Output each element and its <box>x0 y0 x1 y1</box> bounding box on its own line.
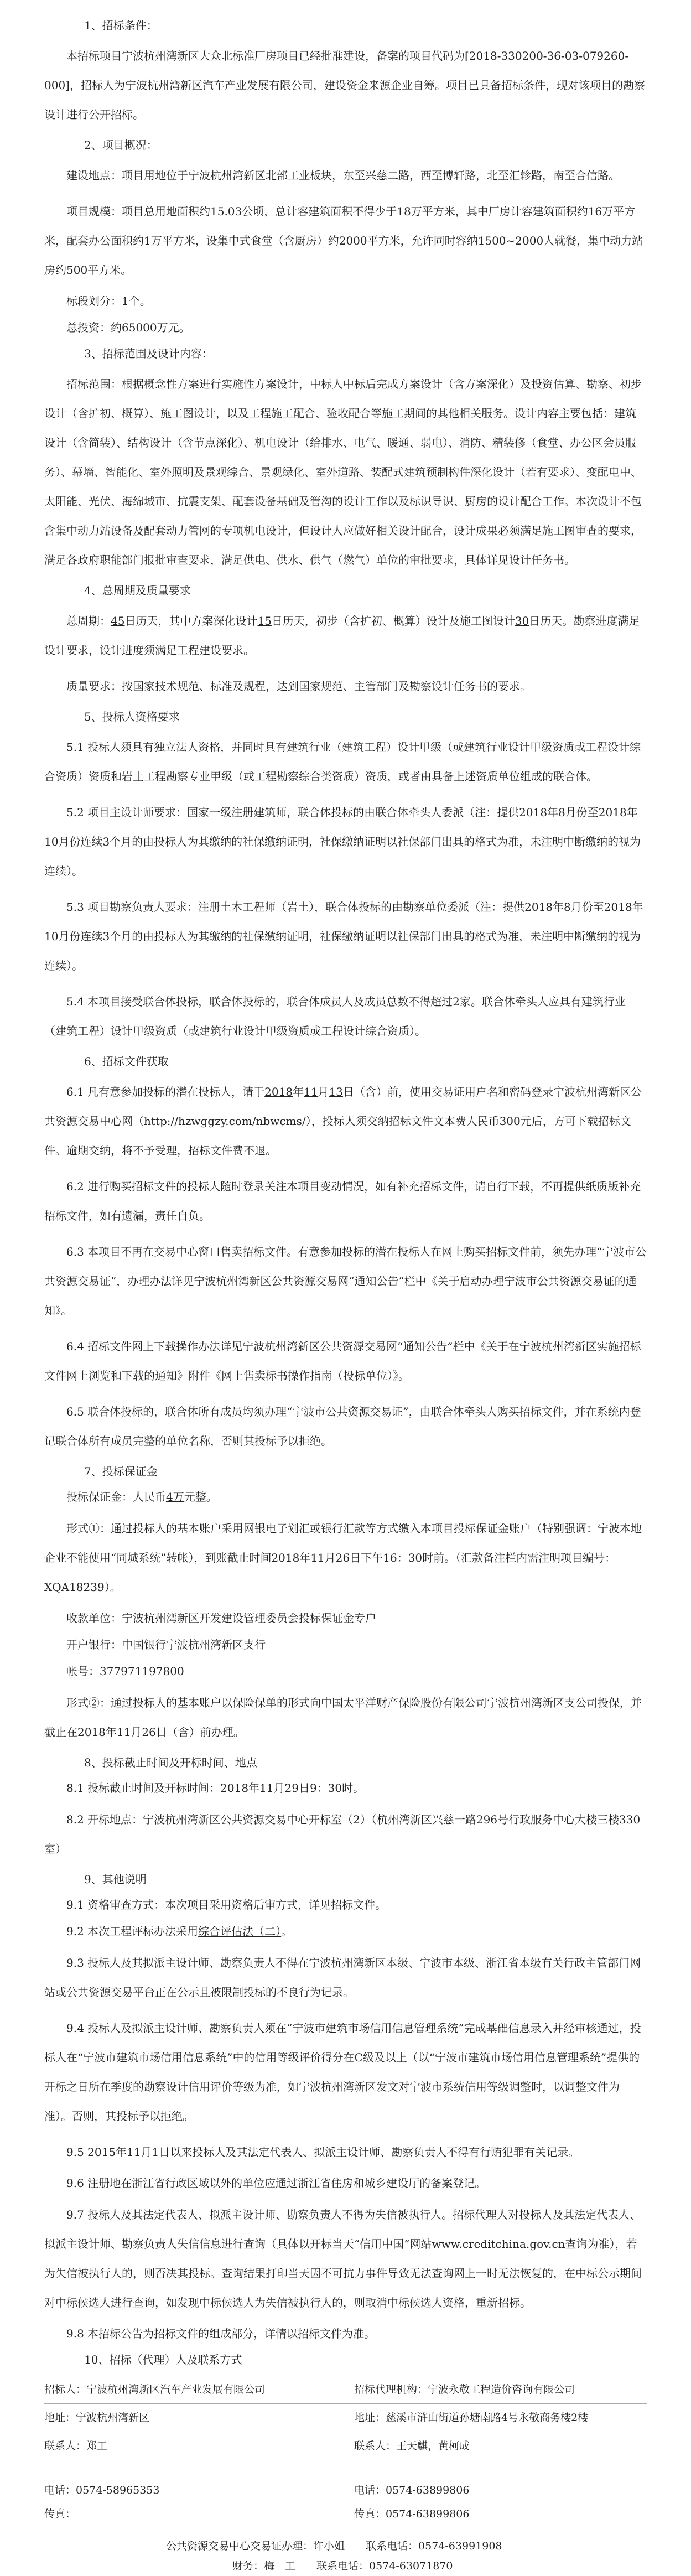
section-6-1: 6.1 凡有意参加投标的潜在投标人，请于2018年11月13日（含）前，使用交易证用户名和密码登录宁波杭州湾新区公共资源交易中心网（http://hzwggzy.com/nbwcms/），投标人须交纳招标文件文本费人民币300元后，方可下载招标文件。逾期交纳，将不予受理，招标文件费不退。 <box>44 1085 642 1157</box>
section-5-1: 5.1 投标人须具有独立法人资格，并同时具有建筑行业（建筑工程）设计甲级（或建筑行业设计甲级资质或工程设计综合资质）资质和岩土工程勘察专业甲级（或工程勘察综合类资质）资质，或者由具备上述资质单位组成的联合体。 <box>44 740 641 783</box>
tenderer-fax: 传真： <box>44 2500 354 2528</box>
section-4-heading: 4、总周期及质量要求 <box>84 584 191 597</box>
section-10-heading: 10、招标（代理）人及联系方式 <box>84 2353 242 2366</box>
section-4-quality: 质量要求：按国家技术规范、标准及规程，达到国家规范、主管部门及勘察设计任务书的要求。 <box>66 680 531 693</box>
section-2-heading: 2、项目概况： <box>84 138 158 152</box>
tenderer-name: 招标人：宁波杭州湾新区汽车产业发展有限公司 <box>44 2376 354 2404</box>
section-4-period: 总周期：45日历天，其中方案深化设计15日历天，初步（含扩初、概算）设计及施工图设计30日历天。勘察进度满足设计要求，设计进度须满足工程建设要求。 <box>44 614 640 657</box>
section-6-heading: 6、招标文件获取 <box>84 1055 169 1068</box>
section-9-6: 9.6 注册地在浙江省行政区域以外的单位应通过浙江省住房和城乡建设厅的备案登记。 <box>66 2176 486 2190</box>
section-9-heading: 9、其他说明 <box>84 1873 147 1886</box>
section-7-form-2: 形式②：通过投标人的基本账户以保险保单的形式向中国太平洋财产保险股份有限公司宁波杭州湾新区支公司投保，并截止在2018年11月26日（含）前办理。 <box>44 1696 642 1739</box>
section-6-3: 6.3 本项目不再在交易中心窗口售卖招标文件。有意参加投标的潜在投标人在网上购买招标文件前，须先办理“宁波市公共资源交易证”，办理办法详见宁波杭州湾新区公共资源交易网“通知公告”栏中《关于启动办理宁波市公共资源交易证的通知》。 <box>44 1245 647 1317</box>
finance-contact: 财务：梅 工 联系电话：0574-63071870 <box>232 2560 453 2572</box>
section-9-5: 9.5 2015年11月1日以来投标人及其法定代表人、拟派主设计师、勘察负责人不得有行贿犯罪有关记录。 <box>66 2145 580 2159</box>
section-5-4: 5.4 本项目接受联合体投标，联合体投标的，联合体成员人及成员总数不得超过2家。联合体牵头人应具有建筑行业（建筑工程）设计甲级资质（或建筑行业设计甲级资质或工程设计综合资质）。 <box>44 995 626 1038</box>
agency-phone: 电话：0574-63899806 <box>354 2484 470 2496</box>
agency-contact: 联系人：王天麒，黄柯成 <box>354 2432 647 2460</box>
section-7-amount: 投标保证金：人民币4万元整。 <box>66 1490 217 1504</box>
section-6-5: 6.5 联合体投标的，联合体所有成员均须办理“宁波市公共资源交易证”，由联合体牵头人购买招标文件，并在系统内登记联合体所有成员完整的单位名称，否则其投标予以拒绝。 <box>44 1405 641 1448</box>
section-2-location: 建设地点：项目用地位于宁波杭州湾新区北部工业板块，东至兴慈二路，西至博轩路，北至汇轸路，南至合信路。 <box>66 169 620 182</box>
section-3-heading: 3、招标范围及设计内容： <box>84 347 213 360</box>
section-2-lots: 标段划分：1个。 <box>66 294 151 308</box>
section-7-payee: 收款单位：宁波杭州湾新区开发建设管理委员会投标保证金专户 <box>66 1611 376 1625</box>
period-total: 45 <box>111 614 125 628</box>
section-5-3: 5.3 项目勘察负责人要求：注册土木工程师（岩土），联合体投标的由勘察单位委派（注：提供2018年8月份至2018年10月份连续3个月的由投标人为其缴纳的社保缴纳证明，社保缴纳证明以社保部门出具的格式为准，未注明中断缴纳的视为连续）。 <box>44 900 643 972</box>
section-7-heading: 7、投标保证金 <box>84 1465 158 1478</box>
blank-row <box>354 2460 647 2480</box>
period-scheme: 15 <box>257 614 272 628</box>
section-5-heading: 5、投标人资格要求 <box>84 710 180 723</box>
contact-table <box>44 2376 647 2528</box>
section-7-form-1: 形式①：通过投标人的基本账户采用网银电子划汇或银行汇款等方式缴入本项目投标保证金账户（特别强调：宁波本地企业不能使用“同城系统”转帐），到账截止时间2018年11月26日下午16：30时前。（汇款备注栏内需注明项目编号：XQA18239）。 <box>44 1522 642 1594</box>
section-8-2: 8.2 开标地点：宁波杭州湾新区公共资源交易中心开标室（2）（杭州湾新区兴慈一路296号行政服务中心大楼三楼330室） <box>44 1813 641 1855</box>
section-3-text: 招标范围：根据概念性方案进行实施性方案设计，中标人中标后完成方案设计（含方案深化）及投资估算、勘察、初步设计（含扩初、概算）、施工图设计，以及工程施工配合、验收配合等施工期间的其他相关服务。设计内容主要包括：建筑设计（含简装）、结构设计（含节点深化）、机电设计（给排水、电气、暖通、弱电）、消防、精装修（食堂、办公区会员服务）、幕墙、智能化、室外照明及景观综合、景观绿化、室外道路、装配式建筑预制构件深化设计（若有要求）、变配电中、太阳能、光伏、海绵城市、抗震支架、配套设备基础及管沟的设计工作以及标识导识、厨房的设计配合工作。本次设计不包含集中动力站设备及配套动力管网的专项机电设计，但设计人应做好相关设计配合，设计成果必须满足施工图审查的要求，满足各政府职能部门报批审查要求，满足供电、供水、供气（燃气）单位的审批要求，具体详见设计任务书。 <box>44 377 642 567</box>
agency-fax: 传真：0574-63899806 <box>354 2500 647 2528</box>
section-9-7: 9.7 投标人及其法定代表人、拟派主设计师、勘察负责人不得为失信被执行人。招标代理人对投标人及其法定代表人、拟派主设计师、勘察负责人失信信息进行查询（具体以开标当天“信用中国”网站www.creditchina.gov.cn查询为准），若为失信被执行人的，则否决其投标。查询结果打印当天因不可抗力事件导致无法查询网上一时无法恢复的，在中标公示期间对中标候选人进行查询，如发现中标候选人为失信被执行人的，则取消中标候选人资格，重新招标。 <box>44 2208 642 2309</box>
section-9-4: 9.4 投标人及拟派主设计师、勘察负责人须在“宁波市建筑市场信用信息管理系统”完成基础信息录入并经审核通过，投标人在“宁波市建筑市场信用信息系统”中的信用等级评价得分在C级及以上（以“宁波市建筑市场信用信息管理系统”提供的开标之日所在季度的勘察设计信用评价等级为准，如宁波杭州湾新区发文对宁波市系统信用等级调整时，以调整文件为准）。否则，其投标予以拒绝。 <box>44 2022 641 2123</box>
section-1-text: 本招标项目宁波杭州湾新区大众北标准厂房项目已经批准建设，备案的项目代码为[2018-330200-36-03-079260-000]，招标人为宁波杭州湾新区汽车产业发展有限公司，建设资金来源企业自筹。项目已具备招标条件，现对该项目的勘察设计进行公开招标。 <box>44 49 645 121</box>
section-8-1: 8.1 投标截止时间及开标时间：2018年11月29日9：30时。 <box>66 1781 365 1795</box>
section-9-1: 9.1 资格审查方式：本次项目采用资格后审方式，详见招标文件。 <box>66 1898 387 1911</box>
section-6-4: 6.4 招标文件网上下载操作办法详见宁波杭州湾新区公共资源交易网“通知公告”栏中《关于在宁波杭州湾新区实施招标文件网上浏览和下载的通知》附件《网上售卖标书操作指南（投标单位）》。 <box>44 1340 641 1382</box>
tenderer-address: 地址：宁波杭州湾新区 <box>44 2404 354 2432</box>
section-7-account: 帐号：377971197800 <box>66 1665 184 1678</box>
agency-name: 招标代理机构：宁波永敬工程造价咨询有限公司 <box>354 2376 647 2404</box>
blank-row <box>44 2460 354 2480</box>
section-6-2: 6.2 进行购买招标文件的投标人随时登录关注本项目变动情况，如有补充招标文件，请自行下载，不再提供纸质版补充招标文件，如有遗漏，责任自负。 <box>44 1180 641 1222</box>
section-5-2: 5.2 项目主设计师要求：国家一级注册建筑师，联合体投标的由联合体牵头人委派（注：提供2018年8月份至2018年10月份连续3个月的由投标人为其缴纳的社保缴纳证明，社保缴纳证明以社保部门出具的格式为准，未注明中断缴纳的视为连续）。 <box>44 806 641 878</box>
tenderer-contact: 联系人：郑工 <box>44 2432 354 2460</box>
tenderer-phone: 电话：0574-58965353 <box>44 2484 160 2496</box>
section-8-heading: 8、投标截止时间及开标时间、地点 <box>84 1756 257 1769</box>
section-7-bank: 开户银行：中国银行宁波杭州湾新区支行 <box>66 1638 266 1651</box>
section-9-8: 9.8 本招标公告为招标文件的组成部分，详情以招标文件为准。 <box>66 2327 376 2340</box>
section-9-3: 9.3 投标人及其拟派主设计师、勘察负责人不得在宁波杭州湾新区本级、宁波市本级、浙江省本级有关行政主管部门网站或公共资源交易平台正在公示且被限制投标的不良行为记录。 <box>44 1956 641 1999</box>
section-1-heading: 1、招标条件： <box>84 19 158 32</box>
trading-contact: 公共资源交易中心交易证办理：许小姐 联系电话：0574-63991908 <box>166 2540 502 2552</box>
deposit-amount: 4万 <box>166 1490 184 1504</box>
section-9-2: 9.2 本次工程评标办法采用综合评估法（二）。 <box>66 1925 293 1938</box>
section-2-scale: 项目规模：项目总用地面积约15.03公顷，总计容建筑面积不得少于18万平方米，其中厂房计容建筑面积约16万平方米，配套办公面积约1万平方米，设集中式食堂（含厨房）约2000平方米，允许同时容纳1500~2000人就餐，集中动力站房约500平方米。 <box>44 205 643 277</box>
evaluation-method: 综合评估法（二） <box>198 1925 282 1938</box>
period-design: 30 <box>515 614 529 628</box>
section-2-investment: 总投资：约65000万元。 <box>66 321 190 334</box>
agency-address: 地址：慈溪市浒山街道孙塘南路4号永敬商务楼2楼 <box>354 2404 647 2432</box>
